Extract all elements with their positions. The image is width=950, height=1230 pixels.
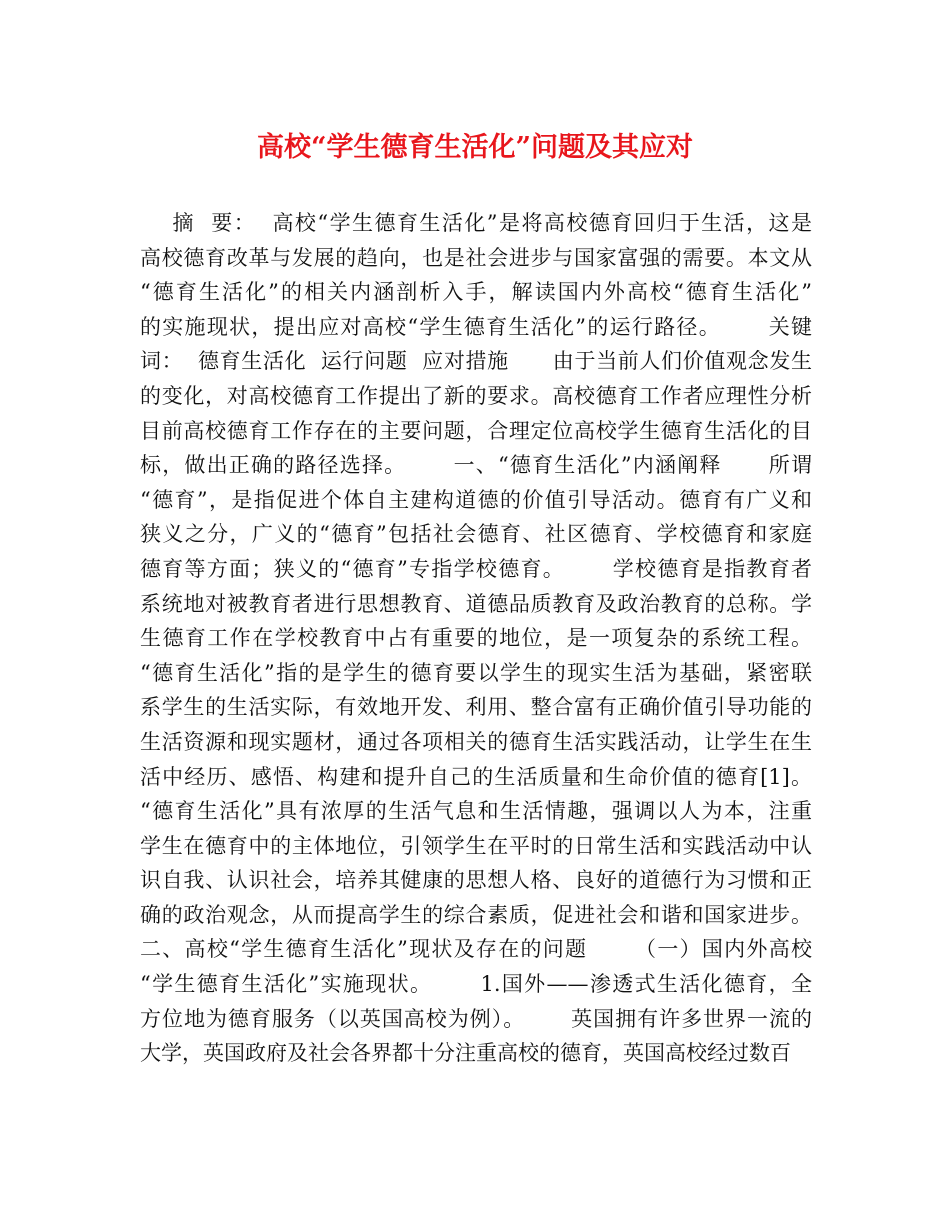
body-line: 二、高校“学生德育生活化”现状及存在的问题 （一）国内外高校 (140, 937, 812, 962)
body-line: 系统地对被教育者进行思想教育、道德品质教育及政治教育的总称。学 (140, 591, 812, 616)
body-line: 识自我、认识社会，培养其健康的思想人格、良好的道德行为习惯和正 (140, 868, 812, 893)
body-line: 确的政治观念，从而提高学生的综合素质，促进社会和谐和国家进步。 (140, 902, 812, 927)
document-body (140, 206, 812, 1071)
body-line: 大学，英国政府及社会各界都十分注重高校的德育，英国高校经过数百 (140, 1041, 791, 1066)
body-line: “德育”，是指促进个体自主建构道德的价值引导活动。德育有广义和 (140, 487, 812, 512)
body-line: 德育等方面；狭义的“德育”专指学校德育。 学校德育是指教育者 (140, 556, 812, 581)
body-line: 学生在德育中的主体地位，引领学生在平时的日常生活和实践活动中认 (140, 833, 812, 858)
body-line: 高校德育改革与发展的趋向，也是社会进步与国家富强的需要。本文从 (140, 245, 812, 270)
body-line: “德育生活化”指的是学生的德育要以学生的现实生活为基础，紧密联 (140, 660, 812, 685)
body-line: “学生德育生活化”实施现状。 1.国外——渗透式生活化德育，全 (140, 972, 812, 997)
body-line: 系学生的生活实际，有效地开发、利用、整合富有正确价值引导功能的 (140, 695, 812, 720)
body-line: 方位地为德育服务（以英国高校为例）。 英国拥有许多世界一流的 (140, 1006, 812, 1031)
body-line: 的实施现状，提出应对高校“学生德育生活化”的运行路径。 关键 (140, 314, 812, 339)
body-line: 摘 要： 高校“学生德育生活化”是将高校德育回归于生活，这是 (140, 211, 812, 235)
body-line: 生德育工作在学校教育中占有重要的地位，是一项复杂的系统工程。 (140, 626, 812, 651)
body-line: 生活资源和现实题材，通过各项相关的德育生活实践活动，让学生在生 (140, 729, 812, 754)
document-title: 高校“学生德育生活化”问题及其应对 (256, 132, 694, 163)
body-line: “德育生活化”的相关内涵剖析入手，解读国内外高校“德育生活化” (140, 280, 812, 305)
body-line: 活中经历、感悟、构建和提升自己的生活质量和生命价值的德育[1]。 (140, 764, 812, 789)
body-line: 目前高校德育工作存在的主要问题，合理定位高校学生德育生活化的目 (140, 418, 812, 443)
body-line: 狭义之分，广义的“德育”包括社会德育、社区德育、学校德育和家庭 (140, 522, 812, 547)
body-line: “德育生活化”具有浓厚的生活气息和生活情趣，强调以人为本，注重 (140, 799, 812, 824)
body-line: 词： 德育生活化 运行问题 应对措施 由于当前人们价值观念发生 (140, 349, 812, 374)
body-line: 标，做出正确的路径选择。 一、“德育生活化”内涵阐释 所谓 (140, 453, 812, 478)
body-line: 的变化，对高校德育工作提出了新的要求。高校德育工作者应理性分析 (140, 383, 812, 408)
